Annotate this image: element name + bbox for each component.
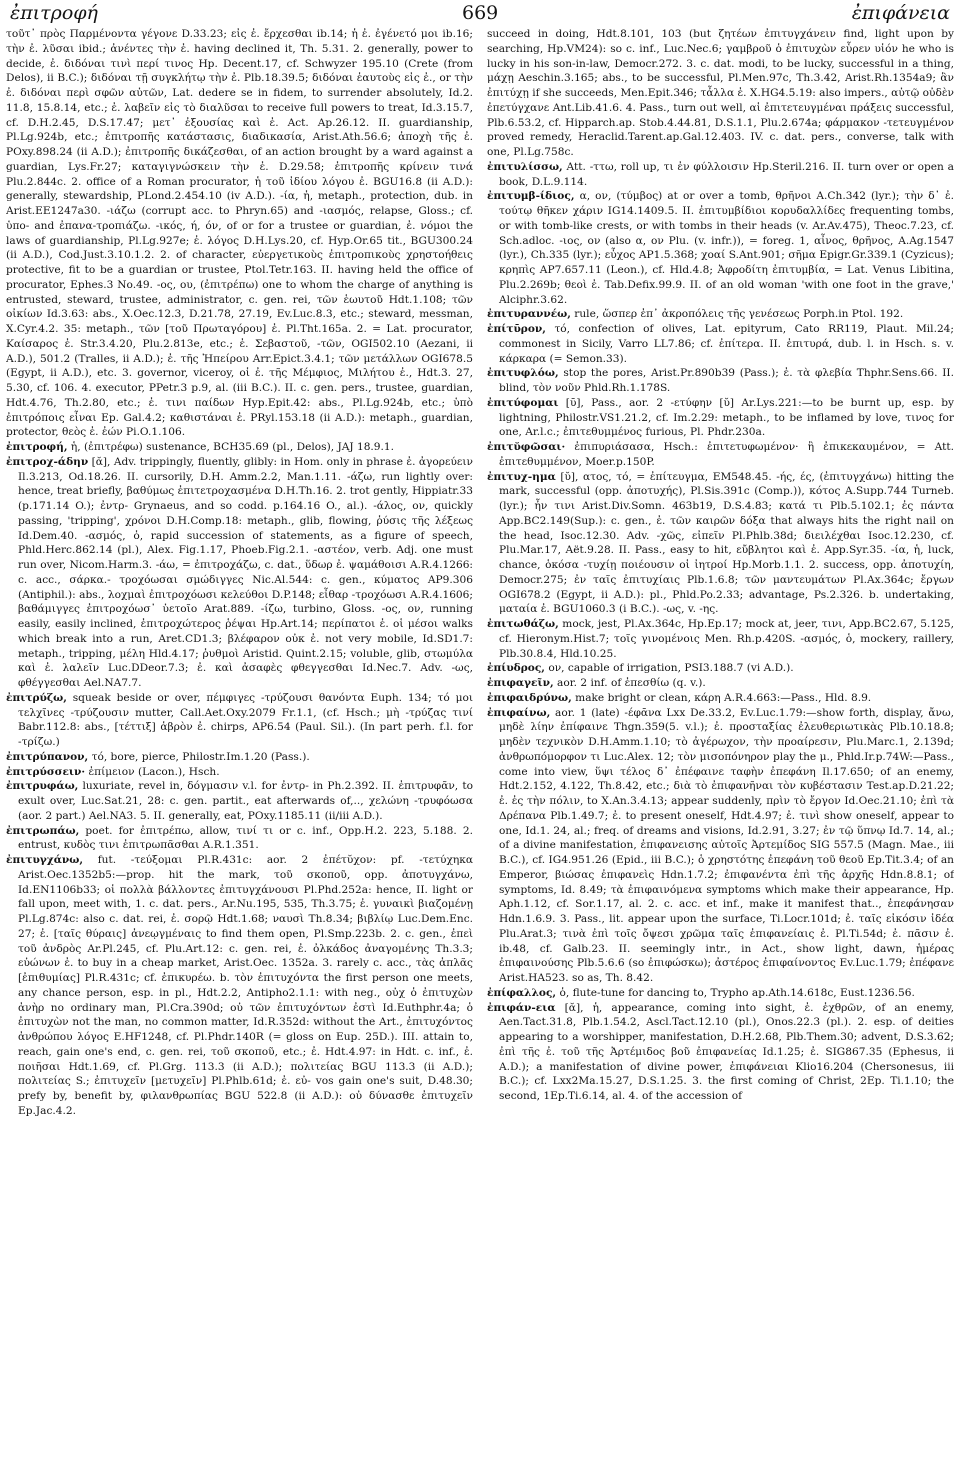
entry-body: τοῦτ᾽ πρὸς Παρμένοντα γέγονε D.33.23; εἰς ἐ. ἔρχεσθαι ib.14; ἡ ἐ. ἐγένετό μοι ib.16; τὴν ἐ. λῦσαι ibid.; ἀνέντες τὴν ἐ. having declined it, Th. 5.31. 2. generally, power to decide, ἐ. διδόναι τινὶ περί τινος Hp. Decent.17, cf. Schwyzer 195.10 (Crete (from Delos), ii B.C.); διδόναι τῇ συγκλήτῳ τὴν ἐ. Plb.18.39.5; διδόναι ἑαυτοὺς εἰς ἐ., or τὴν ἐ. διδόναι περὶ σφῶν αὐτῶν, Lat. dedere se in fidem, to surrender absolutely, Id.2. 11.8, 15.8.14, etc.; ἐ. λαβεῖν εἰς τὸ διαλῦσαι to receive full powers to treat, Id.3.15.7, cf. D.H.2.45, D.S.17.47; μετ᾽ ἐξουσίας καὶ ἐ. Act. Ap.26.12. II. guardianship, Pl.Lg.924b, etc.; ἐπιτροπῆς κατάστασις, διαδικασία, Arist.Ath.56.6; ἀποχὴ τῆς ἐ. POxy.898.24 (ii A.D.); ἐπιτροπῆς δικάζεσθαι, of an action brought by a ward against a guardian, Lys.Fr.27; καταγιγνώσκειν τὴν ἐ. D.29.58; ἐπιτροπῆς κρίνειν τινά Plu.2.844c. 2. office of a Roman procurator, ἡ τοῦ ἰδίου λόγου ἐ. BGU16.8 (ii A.D.): generally, stewardship, PLond.2.454.10 (iv A.D.). -ία, ἡ, metaph., protection, dub. in Arist.EE1247a30. -ιάζω (corrupt acc. to Phryn.65) and -ιασμός, relapse, Gloss.; cf. ὑπο- and ἐπανα-τροπιάζω. -ικός, ή, όν, of or for a trustee or guardian, ἐ. νόμοι the laws of guardianship, Pl.Lg.927e; ἐ. λόγος D.H.Lys.20, cf. Hyp.Or.65 tit., BGU300.24 (ii A.D.), Cod.Just.3.10.1.2. 2. of character, εὐεργετικοὺς ἐπιτροπικοὺς χρηστοήθεις protective, fit to be a guardian or trustee, Ptol.Tetr.163. II. having held the office of procurator, Ephes.3 No.49. -ος, ου, (ἐπιτρέπω) one to whom the charge of anything is entrusted, steward, trustee, administrator, c. gen. rei, τῶν ἑωυτοῦ Hdt.1.108; τῶν οἰκίων Id.3.63: abs., X.Oec.12.3, D.21.78, 27.19, Ev.Luc.8.3, etc.; steward, messman, X.Cyr.4.2. 35: metaph., τῶν [τοῦ Πρωταγόρου] ἐ. Pl.Tht.165a. 2. = Lat. procurator, Καίσαρος ἐ. Str.3.4.20, Plu.2.813e, etc.; ἐ. Σεβαστοῦ, -τῶν, OGI502.10 (Aezani, ii A.D.), 501.2 (Tralles, ii A.D.); ἐ. τῆς Ἠπείρου Arr.Epict.3.4.1; τῶν μετάλλων OGI678.5 (Egypt, ii A.D.), etc. 3. governor, viceroy, οἱ ἐ. τῆς Μέμφιος, Μιλήτου ἐ., Hdt.3. 27, 5.30, cf. 106. 4. executor, PPetr.3 p.9, al. (iii B.C.). II. c. gen. pers., trustee, guardian, Hdt.4.76, Th.2.80, etc.; ἐ. τινι παίδων Hyp.Epit.42: abs., Pl.Lg.924b, etc.; ὑπὸ ἐπιτρόποις εἶναι Ep. Gal.4.2; καθιστάναι ἐ. PRyl.153.18 (ii A.D.): metaph., guardian, protector, θεὸς ἐ. ἐών Pi.O.1.106.: [6, 28, 473, 439]
entry-headword: ἐπιφαίνω,: [487, 706, 551, 719]
entry-body: succeed in doing, Hdt.8.101, 103 (but ζητέων ἐπιτυγχάνειν find, light upon by searching, Hp.VM24): so c. inf., Luc.Nec.6; γαμβροῦ ὁ ἐπιτυχὼν εὗρεν υἱόν he who is lucky in his son-in-law, Democr.272. 3. c. dat. modi, to be lucky, successful in a thing, μάχῃ Aeschin.3.165; abs., to be successful, Pl.Men.97c, Th.3.42, Arist.Rh.1354a9; ἂν ἐπιτύχῃ if she succeeds, Men.Epit.346; τἆλλα ἐ. X.HG4.5.19: also impers., αὐτῷ οὐδὲν ἐπετύγχανε Ant.Lib.41.6. 4. Pass., turn out well, αἱ ἐπιτετευγμέναι πράξεις successful, Plb.6.53.2, cf. Hipparch.ap. Stob.4.44.81, D.S.1.1, Plu.2.674a; φάρμακον -τετευγμένον proved remedy, Heraclid.Tarent.ap.Gal.12.403. IV. c. dat. pers., converse, talk with one, Pl.Lg.758c.: [487, 28, 954, 158]
dictionary-entry: [6, 779, 473, 823]
dictionary-entry: [487, 440, 954, 470]
entry-body: aor. 2 inf. of ἐπεσθίω (q. v.).: [553, 677, 706, 689]
entry-headword: ἐπιτρυφάω,: [6, 780, 79, 793]
dictionary-entry: [6, 765, 473, 780]
entry-headword: ἐπιτυγχάνω,: [6, 854, 84, 866]
dictionary-entry: [487, 366, 954, 396]
entry-body: luxuriate, revel in, δόγμασιν v.l. for ἐντρ- in Ph.2.392. II. ἐπιτρυφᾶν, to exult over, Luc.Sat.21, 28: c. gen. partit., eat afterwards of,.., χελώνη -τρυφόωσα (aor. 2 part.) Ael.NA3. 5. II. generally, eat, POxy.1185.11 (ii/iii A.D.).: [18, 780, 473, 822]
dictionary-entry: [6, 750, 473, 765]
entry-headword: ἐπιφαιδρύνω,: [487, 691, 572, 704]
entry-headword: ἐπίφαλλος,: [487, 986, 557, 999]
dictionary-entry: [6, 853, 473, 1119]
entry-headword: ἐπιτρύπανον,: [6, 750, 89, 763]
entry-body: τό, confection of olives, Lat. epityrum, Cato RR119, Plaut. Mil.24; commonest in Sicily, Varro LL7.86; cf. ἐπίτερα. II. ἐπιτυρά, dub. l. in Hsch. s. v. κάρκαρα (= Semon.33).: [499, 323, 954, 365]
entry-headword: ἐπίυδρος,: [487, 662, 545, 675]
entry-body: fut. -τεύξομαι Pl.R.431c: aor. 2 ἐπέτῠχον: pf. -τετύχηκα Arist.Oec.1352b5:—prop. hit the mark, τοῦ σκοποῦ, opp. ἀποτυγχάνω, Id.EN1106b33; οἱ πολλὰ βάλλοντες ἐπιτυγχάνουσι Pl.Phd.252a: hence, II. light or fall upon, meet with, 1. c. dat. pers., Ar.Nu.195, 535, Th.3.75; ἐ. γυναικὶ βιαζομένῃ Pl.Lg.874c: also c. dat. rei, ἐ. σορῷ Hdt.1.68; ναυσὶ Th.8.34; βιβλίῳ Luc.Dem.Enc. 27; ἐ. [ταῖς θύραις] ἀνεῳγμέναις to find them open, Pl.Smp.223b. 2. c. gen., ἐπεὶ τοῦ ἀνδρὸς Ar.Pl.245, cf. Plu.Art.12: c. gen. rei, ἐ. ὀλκάδος ἀναγομένης Th.3.3; εὐώνων ἐ. to buy in a cheap market, Arist.Oec. 1352a. 3. rarely c. acc., τὰς ἁπλᾶς [ἐπιθυμίας] Pl.R.431c; cf. ἐπικυρέω. b. τὸν ἐπιτυχόντα the first person one meets, any chance person, esp. in pl., Hdt.2.2, Antipho2.1.1: with neg., οὐχ ὁ ἐπιτυχὼν ἀνὴρ no ordinary man, Pl.Cra.390d; οὐ τῶν ἐπιτυχόντων ἐστὶ Id.Euthphr.4a; ὁ ἐπιτυχὼν not the man, no common matter, Id.R.352d: without the Art., ἐπιτυχόντος ἀνθρώπου λόγος E.HF1248, cf. Pl.Phdr.140R (= gloss on Eup. 25D.). III. attain to, reach, gain one's end, c. gen. rei, τοῦ σκοποῦ, etc.; ἐ. Hdt.4.97: in Hdt. c. inf., ἐ. ποιῆσαι Hdt.1.69, cf. Pl.Grg. 113.3 (ii A.D.); πολιτείας BGU 113.3 (ii A.D.); πολιτείας S.; ἐπιτυχεῖν [μετυχεῖν] Pl.Phlb.61d; ἐ. εὐ- vos gain one's suit, D.48.30; prefy by, benefit by, φιλανθρωπίας BGU 522.8 (ii A.D.): οὐ δύνασθε ἐπιτυχεῖν Ep.Jac.4.2.: [18, 854, 473, 1117]
dictionary-entry: [6, 27, 473, 440]
entry-body: ἡ, (ἐπιτρέφω) sustenance, BCH35.69 (pl., Delos), JAJ 18.9.1.: [67, 441, 395, 453]
entry-headword: ἐπιτρύζω,: [6, 691, 67, 704]
entry-headword: ἐπιφάν-εια: [487, 1001, 556, 1014]
entry-headword: ἐπιτρωπάω,: [6, 824, 80, 837]
dictionary-entry: [487, 160, 954, 190]
entry-headword: ἐπιτυχ-ημα: [487, 470, 556, 483]
entry-body: [ᾰ], Adv. trippingly, fluently, glibly: in Hom. only in phrase ἐ. ἀγορεύειν Il.3.213, Od.18.26. II. cursorily, D.H. Amm.2.2, Man.1.11. -άζω, run lightly over: hence, treat briefly, βαθύμως ἐπιτετροχασμένα D.H.Th.16. 2. trot gently, Hippiatr.33 (p.171.14 O.); ἐντρ- Grynaeus, and so codd. p.164.16 O., al.). -άλος, ον, quickly passing, 'tripping', χρόνοι D.H.Comp.18: metaph., glib, flowing, ῥύσις τῆς λέξεως Id.Dem.40. -ασμός, ὁ, rapid succession of statements, as a figure of speech, Phld.Herc.862.14 (pl.), Alex. Fig.1.17, Phoeb.Fig.2.1. -αστέον, verb. Adj. one must run over, Nicom.Harm.3. -άω, = ἐπιτροχάζω, c. dat., ὕδωρ ἐ. ψαμάθοισι A.R.4.1266: c. acc., σάρκα.- τροχόωσαι σμώδιγγες Nic.Al.544: c. gen., κύματος AP9.306 (Antiphil.): abs., λοχμαὶ ἐπιτροχόωσι κελεύθοι D.P.148; εἶθαρ -τροχόωσι A.R.4.1606; βαθάμιγγες ἐπιτροχόωσ᾽ ὑετοῖο Arat.889. -ίζω, turbino, Gloss. -ος, ον, running easily, easily inclined, ἐπιτροχώτερος ῥέψαι Hp.Art.14; περίπατοι ἐ. οἱ μέσοι walks which break into a run, Aret.CD1.3; βλέφαρον οὐκ ἐ. not very mobile, Id.SD1.7: metaph., tripping, μέλη Hld.4.17; ῥυθμοὶ Aristid. Quint.2.15; voluble, glib, στωμύλα καὶ ἐ. λαλεῖν Luc.DDeor.7.3; ἐ. καὶ ἀσαφὲς φθεγγεσθαι Id.Nec.7. Adv. -ως, φθέγγεσθαι Ael.NA7.7.: [18, 455, 473, 689]
left-running-headword: ἐπιτροφή: [10, 2, 98, 24]
entry-body: α, ον, (τύμβος) at or over a tomb, θρῆνοι A.Ch.342 (lyr.); τὴν δ᾽ ἐ. τούτῳ θῆκεν χάριν IG14.1409.5. II. ἐπιτυμβίδιοι κορυδαλλίδες frequenting tombs, or with tomb-like crests, or with tombs in their heads (v. Ar.Av.475), Theoc.7.23, cf. Sch.adloc. -ιος, ον (also α, ον Plu. (v. infr.)), = foreg. 1, αἶνος, θρῆνος, A.Ag.1547 (lyr.), Ch.335 (lyr.); εὖχος AP1.5.368; χοαί S.Ant.901; σῆμα Epigr.Gr.339.1 (Cyzicus); κρηπὶς AP7.657.11 (Leon.), cf. Hld.4.8; Ἀφροδίτη ἐπιτυμβία, = Lat. Venus Libitina, Plu.2.269b; θεοὶ ἐ. Tab.Defix.99.9. II. of an old woman 'with one foot in the grave,' Alciphr.3.62.: [499, 190, 954, 306]
entry-body: poet. for ἐπιτρέπω, allow, τινί τι or c. inf., Opp.H.2. 223, 5.188. 2. entrust, κυδὸς τινι ἐπιτρωπᾶσθαι A.R.1.351.: [18, 824, 473, 852]
entry-headword: ἐπίτῡρον,: [487, 323, 546, 335]
entry-headword: ἐπιφαγεῖν,: [487, 677, 554, 689]
dictionary-entry: [487, 691, 954, 706]
entry-body: τό, bore, pierce, Philostr.Im.1.20 (Pass.).: [88, 750, 310, 763]
entry-body: ἐπίμειον (Lacon.), Hsch.: [85, 765, 220, 778]
entry-headword: ἐπιτύφομαι: [487, 396, 559, 409]
entry-body: ον, capable of irrigation, PSI3.188.7 (vi A.D.).: [545, 662, 794, 675]
dictionary-entry: [6, 440, 473, 455]
dictionary-entry: [487, 661, 954, 676]
dictionary-entry: [6, 691, 473, 750]
entry-headword: ἐπιτυφλόω,: [487, 367, 559, 380]
left-column: [6, 27, 473, 1475]
entry-headword: ἐπιτροχ-άδην: [6, 455, 89, 468]
entry-body: ὁ, flute-tune for dancing to, Trypho ap.Ath.14.618c, Eust.1236.56.: [556, 986, 915, 999]
entry-headword: ἐπιτροφή,: [6, 441, 68, 453]
entry-headword: ἐπιτυμβ-ίδιος,: [487, 190, 575, 203]
entry-body: ἐπιπυριάσασα, Hsch.: ἐπιτετυφωμένον· ἢ ἐπικεκαυμένον, = Att. ἐπιτεθυμμένον, Moer.p.150P.: [499, 441, 954, 468]
dictionary-entry: [487, 307, 954, 322]
entry-headword: ἐπιτῠφῶσαι·: [487, 441, 566, 453]
entry-body: [ῠ], ατος, τό, = ἐπίτευγμα, EM548.45. -ής, ές, (ἐπιτυγχάνω) hitting the mark, successful (opp. ἀποτυχής), Pl.Sis.391c (Comp.)), κότος A.Supp.744 Turneb. (lyr.); ἦν τινι Arist.Div.Somn. 463b19, D.S.4.83; κατά τι Plb.5.102.1; ἐς πάντα App.BC2.149(Sup.): c. gen., ἐ. τῶν καιρῶν δόξα that always hits the right nail on the head, Isoc.12.30. Adv. -χῶς, εἰπεῖν Pl.Phlb.38d; διειλέχθαι Isoc.12.230, cf. Plu.Mar.17, Aët.9.28. II. Pass., easy to hit, εὔβλητοι καὶ ἐ. App.Syr.35. -ία, ἡ, luck, chance, ὁκόσα -τυχίῃ ποιέουσιν οἱ ἰητροί Hp.Morb.1.1. 2. success, opp. ἀποτυχίη, Democr.275; ἐν ταῖς ἐπιτυχίαις Plb.1.6.8; τῶν μαντευμάτων Pl.Ax.364c; ἔργων OGI678.2 (Egypt, ii A.D.): pl., Phld.Po.2.33; advantage, Ps.2.326. b. undertaking, ματαία ἐ. BGU1060.3 (i B.C.). -ως, v. -ης.: [499, 470, 954, 616]
dictionary-entry: [487, 470, 954, 618]
dictionary-entry: [487, 27, 954, 160]
entry-headword: ἐπιτυραννέω,: [487, 308, 571, 321]
dictionary-entry: [487, 706, 954, 986]
dictionary-entry: [487, 986, 954, 1001]
entry-headword: ἐπιτωθάζω,: [487, 618, 559, 630]
entry-body: mock, jest, Pl.Ax.364c, Hp.Ep.17; mock at, jeer, τινι, App.BC2.67, 5.125, cf. Hieronym.Hist.7; τοῖς γινομένοις Men. Rh.p.420S. -ασμός, ὁ, mockery, raillery, Plb.30.8.4, Hld.10.25.: [499, 618, 954, 660]
entry-headword: ἐπιτυλίσσω,: [487, 160, 563, 173]
page-number: 669: [462, 2, 499, 24]
entry-body: [ᾰ], ἡ, appearance, coming into sight, ἐ. ἐχθρῶν, of an enemy, Aen.Tact.31.8, Plb.1.54.2, Ascl.Tact.12.10 (pl.), Onos.22.3 (pl.). 2. esp. of deities appearing to a worshipper, manifestation, D.H.2.68, Plb.Them.30; advent, D.S.3.62; ἐπὶ τῆς ἐ. τοῦ τῆς Ἀρτέμιδος βοῦ ἐπιφανείας Id.1.25; ἐ. SIG867.35 (Ephesus, ii A.D.); a manifestation of divine power, ἐπιφάνειαι Klio16.204 (Chersonesus, iii B.C.); cf. Lxx2Ma.15.27, D.S.1.25. 3. the first coming of Christ, 2Ep. Ti.1.10; the second, 1Ep.Ti.6.14, al. 4. of the accession of: [499, 1001, 954, 1102]
dictionary-entry: [487, 676, 954, 691]
entry-body: aor. 1 (late) -έφᾱνα Lxx De.33.2, Ev.Luc.1.79:—show forth, display, ἄνω, μηδὲ λίην ἐπίφαινε Thgn.359(5. v.l.); ἐ. προσταξίας ἐλευθεριωτικὰς Plb.10.18.8; μηδὲν τεχνικὸν D.H.Amm.1.10; τὸ ἀγέρωχον, τὴν προαίρεσιν, Plu.Marc.1, 2.139d; ἀνθρωπόμορφον τι Luc.Alex. 12; τὸν μισοπόνηρον play the μ., Phld.Ir.p.74W:—Pass., come into view, ὕψι τέλος δ᾽ ἐπέφαινε ταφὴν ἐπεφάνη Il.17.650; of an enemy, Hdt.2.152, 4.122, Th.8.42, etc.; διὰ τὸ ἐπιφανῆναι τὸν κυβέστασιν Test.ap.D.21.22; ἐ. ἐς τὴν πόλιν, to X.An.3.4.13; appear suddenly, πρὶν τὸ ἔργον Id.Oec.21.10; ἐπὶ τὰ Δρέπανα Plb.1.49.7; ἐ. to present oneself, Hdt.4.97; ἐ. τινὶ show oneself, appear to one, Id.1. 24, al.; freq. of dreams and visions, Id.2.91, 3.27; ἐν τῷ ὕπνῳ Id.7. 14, al.; of a divine manifestation, ἐπιφανεισης αὐτοῖς Ἀρτεμίδος SIG 557.5 (Magn. Mae., iii B.C.), cf. IG4.951.26 (Epid., iii B.C.); ὁ χρηστότης ἐπεφάνη τοῦ θεοῦ Ep.Tit.3.4; of an Emperor, βιώσας ἐπιφανεὶς Hdn.1.7.2; ἐπιφανέντα ἐπὶ τῆς ἀρχῆς Hdn.8.8.1; of symptoms, Id. 8.49; τὰ ἐπιφαινόμενα symptoms which make their appearance, Hp. Aph.1.12, cf. Sor.1.17, al. 2. c. acc. et inf., make it manifest that.., ἐπεφάνησαν Hdn.1.6.9. 3. Pass., lit. appear upon the surface, Ti.Locr.101d; ἐ. ταῖς εἰκόσιν ἰδέα Plu.Arat.3; τινὰ ἐπὶ τοῖς ὄψεσι χρῶμα ταῖς ἐπιφανείαις ἐ. Pl.Ti.54d; ἐ. πᾶσιν ἐ. ib.48, cf. Galb.23. II. seemingly intr., in Act., show light, dawn, ἡμέρας ἐπιφαινούσης Plb.5.6.6 (so ἐπιφώσκω); ἀστέρος ἐπιφαίνοντος Ev.Luc.1.79; ἐπέφανε Arist.HA523. so as, Th. 8.42.: [499, 706, 954, 984]
right-running-headword: ἐπιφάνεια: [851, 2, 950, 24]
entry-body: [ῡ], Pass., aor. 2 -ετύφην [ῠ] Ar.Lys.221:—to be burnt up, esp. by lightning, Philostr.VS1.21.2, cf. Im.2.29: metaph., to be inflamed by love, τινος for one, Ar.l.c.; ἐπιτεθυμμένος furious, Pl. Phdr.230a.: [499, 396, 954, 439]
dictionary-entry: [6, 824, 473, 854]
entry-body: rule, ὥσπερ ἐπ᾽ ἀκροπόλεις τῆς γενέσεως Porph.in Ptol. 192.: [570, 308, 904, 321]
dictionary-entry: [487, 322, 954, 366]
page-header: [0, 0, 960, 24]
dictionary-entry: [487, 189, 954, 307]
entry-body: make bright or clean, κάρη A.R.4.663:—Pass., Hld. 8.9.: [571, 691, 872, 704]
dictionary-entry: [6, 455, 473, 691]
entry-headword: ἐπιτρύσσειν·: [6, 765, 86, 778]
entry-body: Att. -ττω, roll up, τι ἐν φύλλοισιν Hp.Steril.216. II. turn over or open a book, D.L.9.114.: [499, 160, 954, 188]
dictionary-entry: [487, 617, 954, 661]
dictionary-entry: [487, 1001, 954, 1104]
entry-body: stop the pores, Arist.Pr.890b39 (Pass.); ἐ. τὰ φλεβία Thphr.Sens.66. II. blind, τὸν νοῦν Phld.Rh.1.178S.: [499, 367, 954, 394]
right-column: [487, 27, 954, 1475]
entry-body: squeak beside or over, πέμφιγες -τρύζουσι θανόντα Euph. 134; τό μοι τελχῖνες -τρύζουσιν mutter, Call.Aet.Oxy.2079 Fr.1.1, (cf. Hsch.; μὴ -τρύζας τινί Babr.112.8: abs., [τέττιξ] ἁβρὸν ἐ. chirps, AP6.54 (Paul. Sil.). (In part perh. f.l. for -τρίζω.): [18, 691, 473, 748]
dictionary-entry: [487, 396, 954, 440]
